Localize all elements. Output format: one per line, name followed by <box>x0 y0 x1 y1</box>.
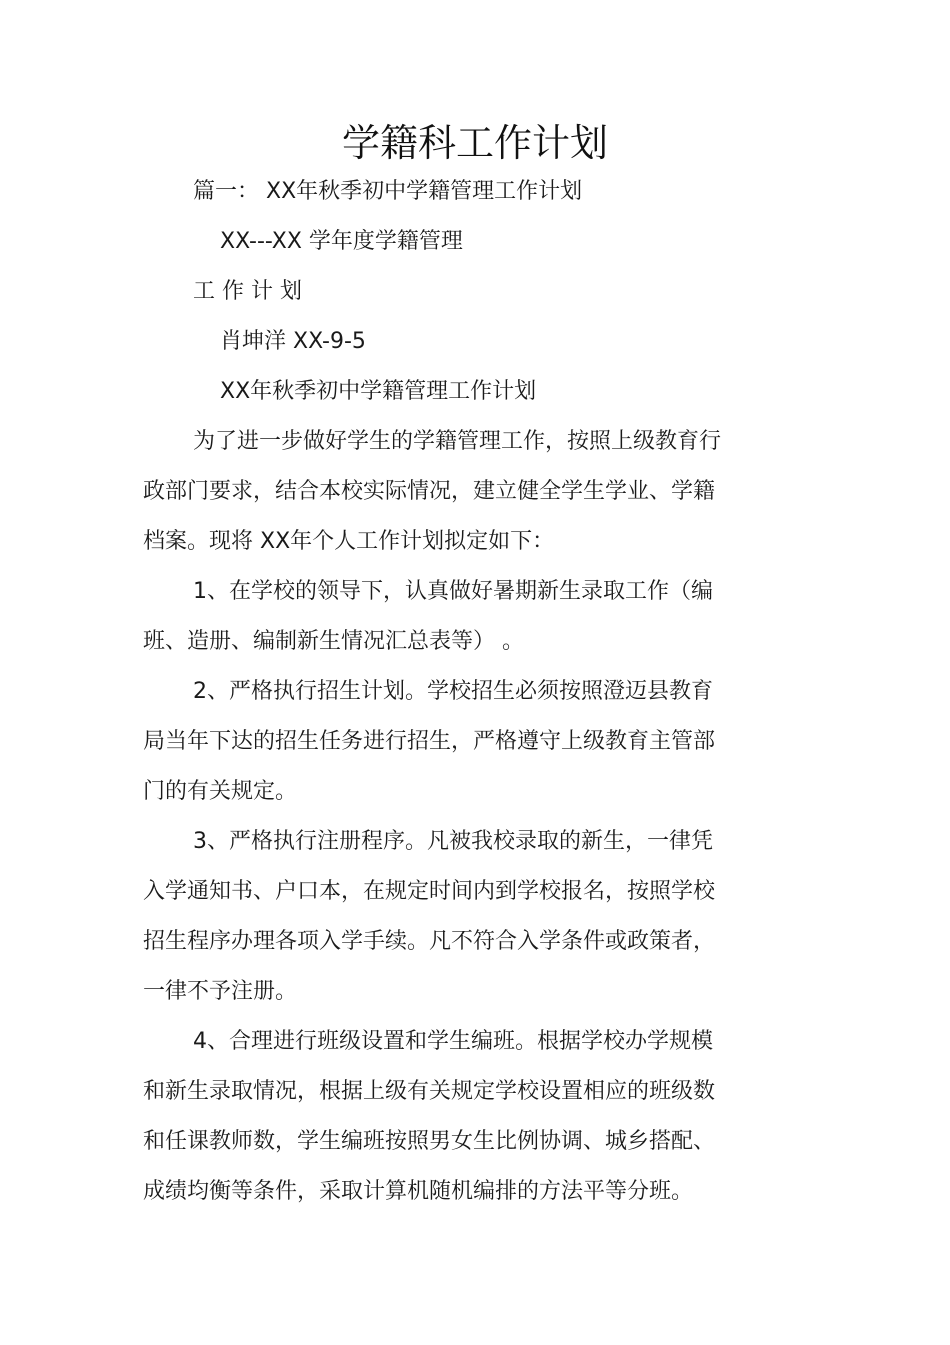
body-line: 和任课教师数，学生编班按照男女生比例协调、城乡搭配、 <box>143 1129 716 1154</box>
body-line: 一律不予注册。 <box>143 979 298 1004</box>
body-line: 2、严格执行招生计划。学校招生必须按照澄迈县教育 <box>193 679 713 704</box>
header-line-author-date: 肖坤洋 XX-9-5 <box>220 329 366 354</box>
body-line: 1、在学校的领导下，认真做好暑期新生录取工作（编 <box>193 579 713 604</box>
body-line: 门的有关规定。 <box>143 779 298 804</box>
document-title: 学籍科工作计划 <box>341 121 608 165</box>
body-line: 招生程序办理各项入学手续。凡不符合入学条件或政策者， <box>143 929 716 954</box>
body-line: 班、造册、编制新生情况汇总表等） 。 <box>143 629 524 654</box>
body-line: 成绩均衡等条件，采取计算机随机编排的方法平等分班。 <box>143 1179 694 1204</box>
body-line: 3、严格执行注册程序。凡被我校录取的新生，一律凭 <box>193 829 713 854</box>
body-line: 档案。现将 XX年个人工作计划拟定如下： <box>143 529 555 554</box>
body-line: 为了进一步做好学生的学籍管理工作，按照上级教育行 <box>193 429 722 454</box>
body-line: 入学通知书、户口本，在规定时间内到学校报名，按照学校 <box>143 879 716 904</box>
header-line-subtitle: XX年秋季初中学籍管理工作计划 <box>220 379 537 404</box>
header-line-work-plan: 工 作 计 划 <box>193 279 302 304</box>
body-line: 4、合理进行班级设置和学生编班。根据学校办学规模 <box>193 1029 713 1054</box>
body-line: 政部门要求，结合本校实际情况，建立健全学生学业、学籍 <box>143 479 716 504</box>
body-line: 局当年下达的招生任务进行招生，严格遵守上级教育主管部 <box>143 729 716 754</box>
body-line: 和新生录取情况，根据上级有关规定学校设置相应的班级数 <box>143 1079 716 1104</box>
header-line-article: 篇一： XX年秋季初中学籍管理工作计划 <box>193 179 583 204</box>
header-line-school-year: XX---XX 学年度学籍管理 <box>220 229 463 254</box>
